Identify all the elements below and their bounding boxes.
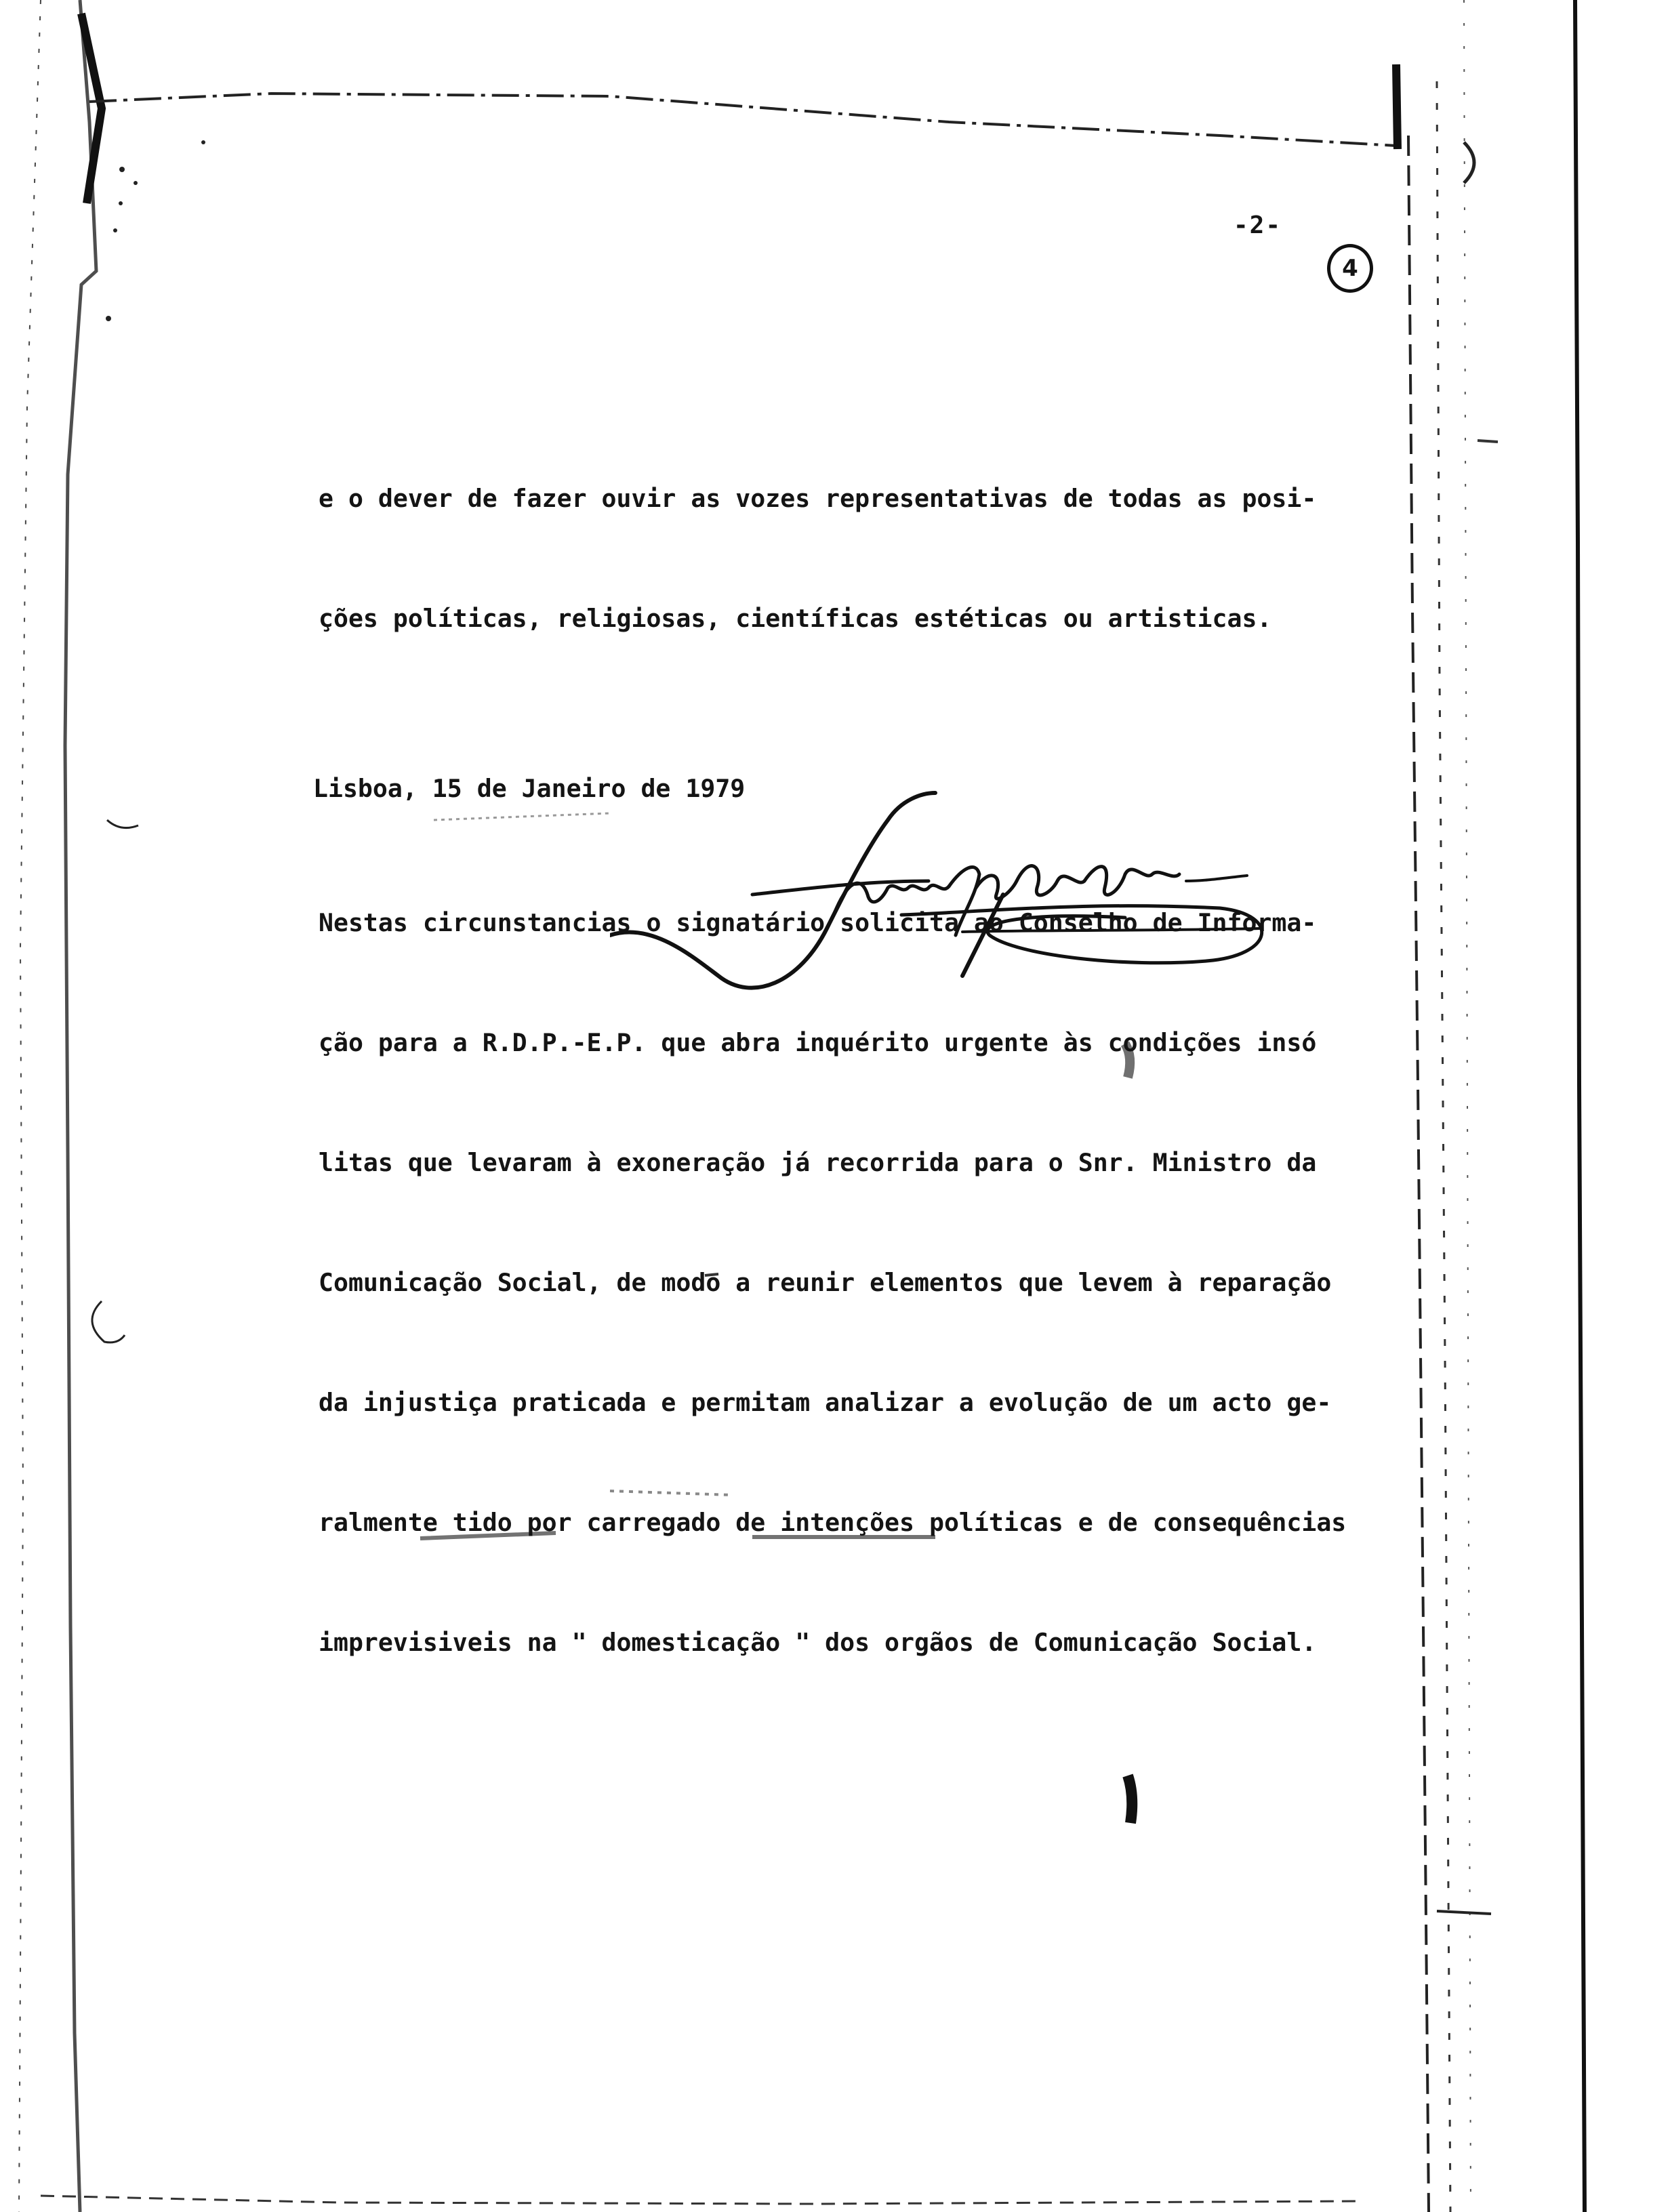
text-line: ções políticas, religiosas, científicas estéticas ou artisticas.: [319, 604, 1272, 633]
text-line: ralmente tido por carregado de intenções políticas e de consequências: [319, 1508, 1347, 1537]
text-line: Nestas circunstancias o signatário solicita ao Conselho de Informa-: [319, 908, 1317, 937]
text-line: da injustiça praticada e permitam analizar a evolução de um acto ge-: [319, 1388, 1332, 1417]
text-line: e o dever de fazer ouvir as vozes representativas de todas as posi-: [319, 484, 1317, 513]
text-line: litas que levaram à exoneração já recorrida para o Snr. Ministro da: [319, 1148, 1317, 1177]
page-number: -2-: [1234, 211, 1282, 239]
paragraph-1: [319, 398, 1322, 718]
place-and-date: Lisboa, 15 de Janeiro de 1979: [313, 774, 746, 803]
folio-number-stamp: 4: [1327, 244, 1373, 293]
handwritten-signature: [610, 779, 1274, 1003]
letter-body: [319, 319, 1347, 1782]
text-line: Comunicação Social, de modo a reunir elementos que levem à reparação: [319, 1268, 1332, 1297]
text-line: ção para a R.D.P.-E.P. que abra inquérito urgente às condições insó: [319, 1028, 1317, 1057]
text-line: imprevisiveis na " domesticação " dos orgãos de Comunicação Social.: [319, 1628, 1317, 1657]
